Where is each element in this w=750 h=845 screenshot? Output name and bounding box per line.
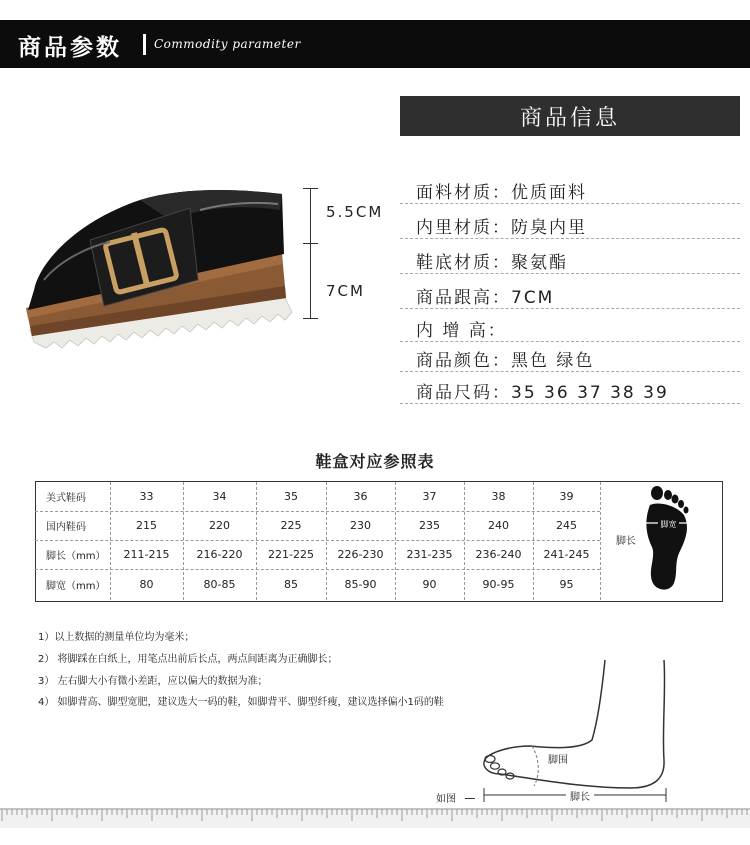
row-label-foot-width: 脚宽（mm） — [46, 581, 106, 592]
table-cell: 236-240 — [475, 548, 522, 561]
table-cell: 35 — [284, 490, 298, 503]
table-cell: 245 — [556, 519, 577, 532]
table-cell: 90 — [422, 578, 437, 591]
table-cell: 230 — [350, 519, 371, 532]
foot-diagram — [470, 660, 690, 810]
product-info-header — [400, 96, 740, 136]
info-row-sole: 鞋底材质：聚氨酯 — [400, 244, 740, 274]
section-header — [0, 20, 750, 68]
note-1: 1）以上数据的测量单位均为毫米； — [38, 632, 195, 643]
info-row-heel: 商品跟高：7CM — [400, 279, 740, 309]
ruler — [0, 808, 750, 828]
table-cell: 215 — [136, 519, 157, 532]
row-label-us-size: 美式鞋码 — [46, 493, 86, 504]
heel-height-label: 5.5CM — [326, 203, 384, 221]
table-cell: 85-90 — [344, 578, 377, 591]
table-cell: 216-220 — [196, 548, 243, 561]
dimension-tick — [303, 243, 318, 244]
table-cell: 39 — [559, 490, 574, 503]
foot-width-label: 脚宽 — [660, 520, 677, 529]
dimension-tick — [303, 188, 318, 189]
table-cell: 36 — [353, 490, 368, 503]
table-cell: 38 — [491, 490, 506, 503]
info-row-sizes: 商品尺码：35 36 37 38 39 — [400, 374, 740, 404]
table-cell: 80-85 — [203, 578, 236, 591]
dimension-tick — [303, 318, 318, 319]
size-table-title: 鞋盒对应参照表 — [315, 452, 435, 471]
footprint-icon — [640, 485, 695, 595]
note-3: 3） 左右脚大小有微小差距，应以偏大的数据为准； — [38, 676, 268, 687]
section-title: 商品参数 — [18, 35, 122, 61]
foot-girth-label: 脚围 — [548, 755, 568, 766]
table-cell: 37 — [422, 490, 437, 503]
table-cell: 34 — [212, 490, 227, 503]
table-cell: 240 — [488, 519, 509, 532]
table-cell: 221-225 — [268, 548, 314, 561]
foot-length-label: 脚长 — [616, 536, 636, 547]
table-cell: 95 — [559, 578, 574, 591]
shoe-image — [20, 180, 300, 380]
table-cell: 33 — [139, 490, 154, 503]
table-cell: 220 — [209, 519, 230, 532]
table-cell: 231-235 — [406, 548, 453, 561]
row-label-cn-size: 国内鞋码 — [46, 522, 86, 533]
note-4: 4） 如脚背高、脚型宽肥，建议选大一码的鞋，如脚背平、脚型纤瘦，建议选择偏小1码的鞋 — [38, 697, 444, 708]
info-row-fabric: 面料材质：优质面料 — [400, 174, 740, 204]
table-cell: 235 — [419, 519, 440, 532]
info-row-insole: 内 增 高： — [400, 312, 740, 342]
table-cell: 85 — [284, 578, 298, 591]
platform-height-label: 7CM — [326, 282, 365, 300]
as-shown-label: 如图 — [436, 794, 456, 805]
info-row-color: 商品颜色：黑色 绿色 — [400, 342, 740, 372]
note-2: 2） 将脚踩在白纸上，用笔点出前后长点，两点间距离为正确脚长； — [38, 654, 338, 665]
foot-length-diagram-label: 脚长 — [570, 792, 590, 803]
arrow-icon — [465, 798, 475, 799]
table-cell: 225 — [280, 519, 302, 532]
table-cell: 80 — [139, 578, 154, 591]
header-divider — [143, 34, 146, 55]
table-cell: 226-230 — [337, 548, 384, 561]
product-info-title: 商品信息 — [519, 106, 620, 131]
row-label-foot-length: 脚长（mm） — [46, 551, 106, 562]
table-cell: 90-95 — [482, 578, 515, 591]
section-subtitle: Commodity parameter — [154, 37, 301, 51]
dimension-line — [310, 188, 311, 318]
info-row-lining: 内里材质：防臭内里 — [400, 209, 740, 239]
table-cell: 241-245 — [543, 548, 590, 561]
table-cell: 211-215 — [123, 548, 170, 561]
